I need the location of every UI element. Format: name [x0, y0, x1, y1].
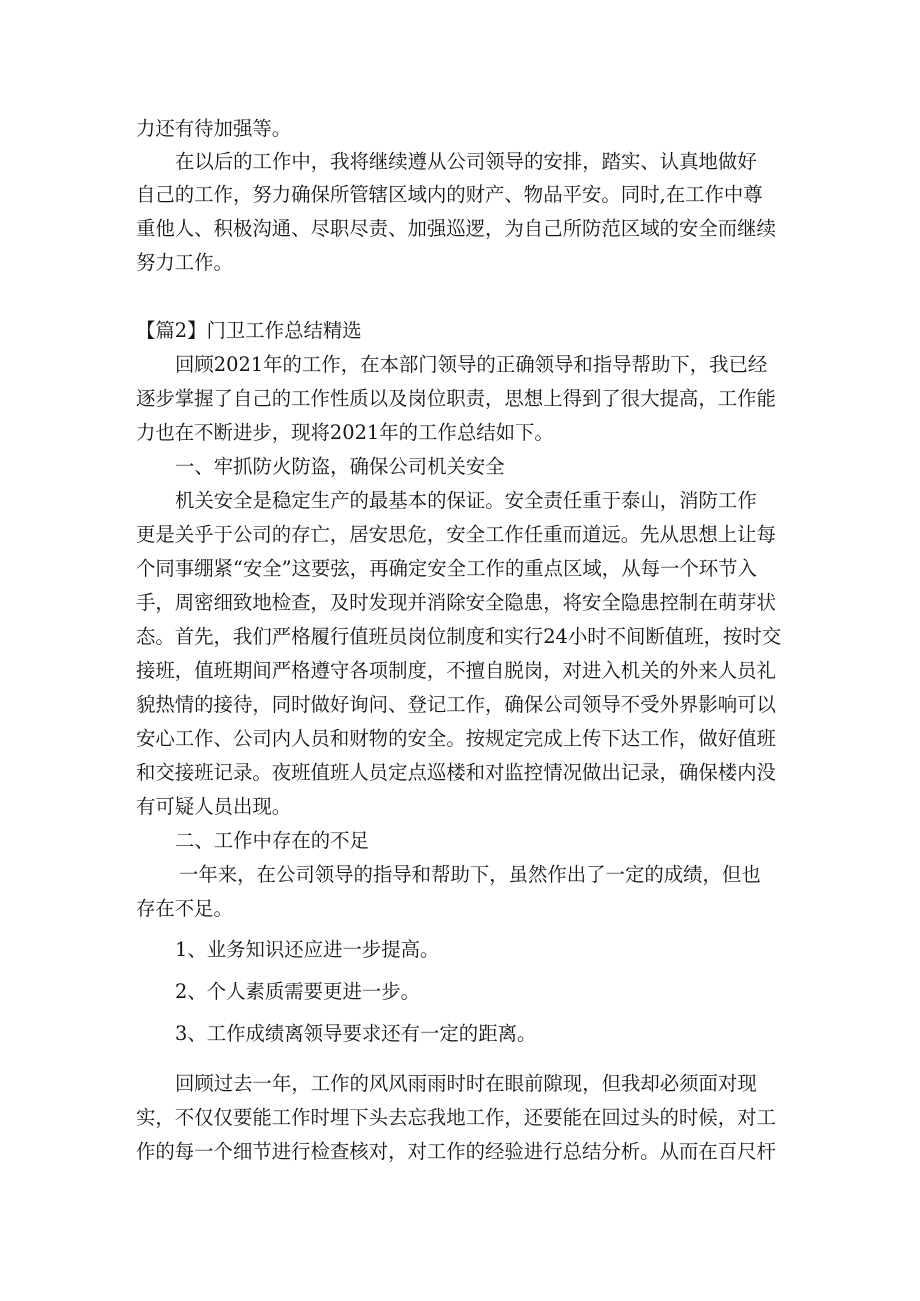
part1-body-line: 态。首先，我们严格履行值班员岗位制度和实行24小时不间断值班，按时交 [136, 625, 782, 648]
part1-body-line: 安心工作、公司内人员和财物的安全。按规定完成上传下达工作，做好值班 [136, 727, 776, 750]
part1-body-line: 机关安全是稳定生产的最基本的保证。安全责任重于泰山，消防工作 [175, 489, 757, 512]
list-item: 2、个人素质需要更进一步。 [175, 980, 421, 1003]
list-item: 3、工作成绩离领导要求还有一定的距离。 [175, 1022, 537, 1045]
part1-body-line: 手，周密细致地检查，及时发现并消除安全隐患，将安全隐患控制在萌芽状 [136, 591, 776, 614]
intro-line: 回顾2021年的工作，在本部门领导的正确领导和指导帮助下，我已经 [175, 353, 768, 376]
part1-body-line: 有可疑人员出现。 [136, 795, 292, 818]
part2-body-line: 存在不足。 [136, 897, 233, 920]
closing-line: 在以后的工作中，我将继续遵从公司领导的安排，踏实、认真地做好 [175, 150, 757, 173]
intro-line: 力也在不断进步，现将2021年的工作总结如下。 [136, 421, 554, 444]
closing-line: 重他人、积极沟通、尽职尽责、加强巡逻，为自己所防范区域的安全而继续 [136, 217, 776, 240]
part2-title: 二、工作中存在的不足 [175, 829, 369, 852]
part1-body-line: 接班，值班期间严格遵守各项制度，不擅自脱岗，对进入机关的外来人员礼 [136, 659, 776, 682]
part2-body-line: 一年来，在公司领导的指导和帮助下，虽然作出了一定的成绩，但也 [179, 863, 761, 886]
closing-line: 自己的工作，努力确保所管辖区域内的财产、物品平安。同时,在工作中尊 [136, 183, 763, 206]
list-item: 1、业务知识还应进一步提高。 [175, 938, 440, 961]
part1-title: 一、牢抓防火防盗，确保公司机关安全 [175, 455, 505, 478]
review-line: 作的每一个细节进行检查核对，对工作的经验进行总结分析。从而在百尺杆 [136, 1140, 776, 1163]
part1-body-line: 貌热情的接待，同时做好询问、登记工作，确保公司领导不受外界影响可以 [136, 693, 776, 716]
review-line: 实，不仅仅要能工作时埋下头去忘我地工作，还要能在回过头的时候，对工 [136, 1106, 776, 1129]
part1-body-line: 和交接班记录。夜班值班人员定点巡楼和对监控情况做出记录，确保楼内没 [136, 761, 776, 784]
intro-tail-line: 力还有待加强等。 [136, 117, 292, 140]
part1-body-line: 个同事绷紧“安全”这要弦，再确定安全工作的重点区域，从每一个环节入 [136, 557, 757, 580]
intro-line: 逐步掌握了自己的工作性质以及岗位职责，思想上得到了很大提高，工作能 [136, 387, 776, 410]
section-heading: 【篇2】门卫工作总结精选 [136, 319, 362, 342]
part1-body-line: 更是关乎于公司的存亡，居安思危，安全工作任重而道远。先从思想上让每 [136, 523, 776, 546]
closing-line: 努力工作。 [136, 251, 233, 274]
review-line: 回顾过去一年，工作的风风雨雨时时在眼前隙现，但我却必须面对现 [175, 1072, 757, 1095]
